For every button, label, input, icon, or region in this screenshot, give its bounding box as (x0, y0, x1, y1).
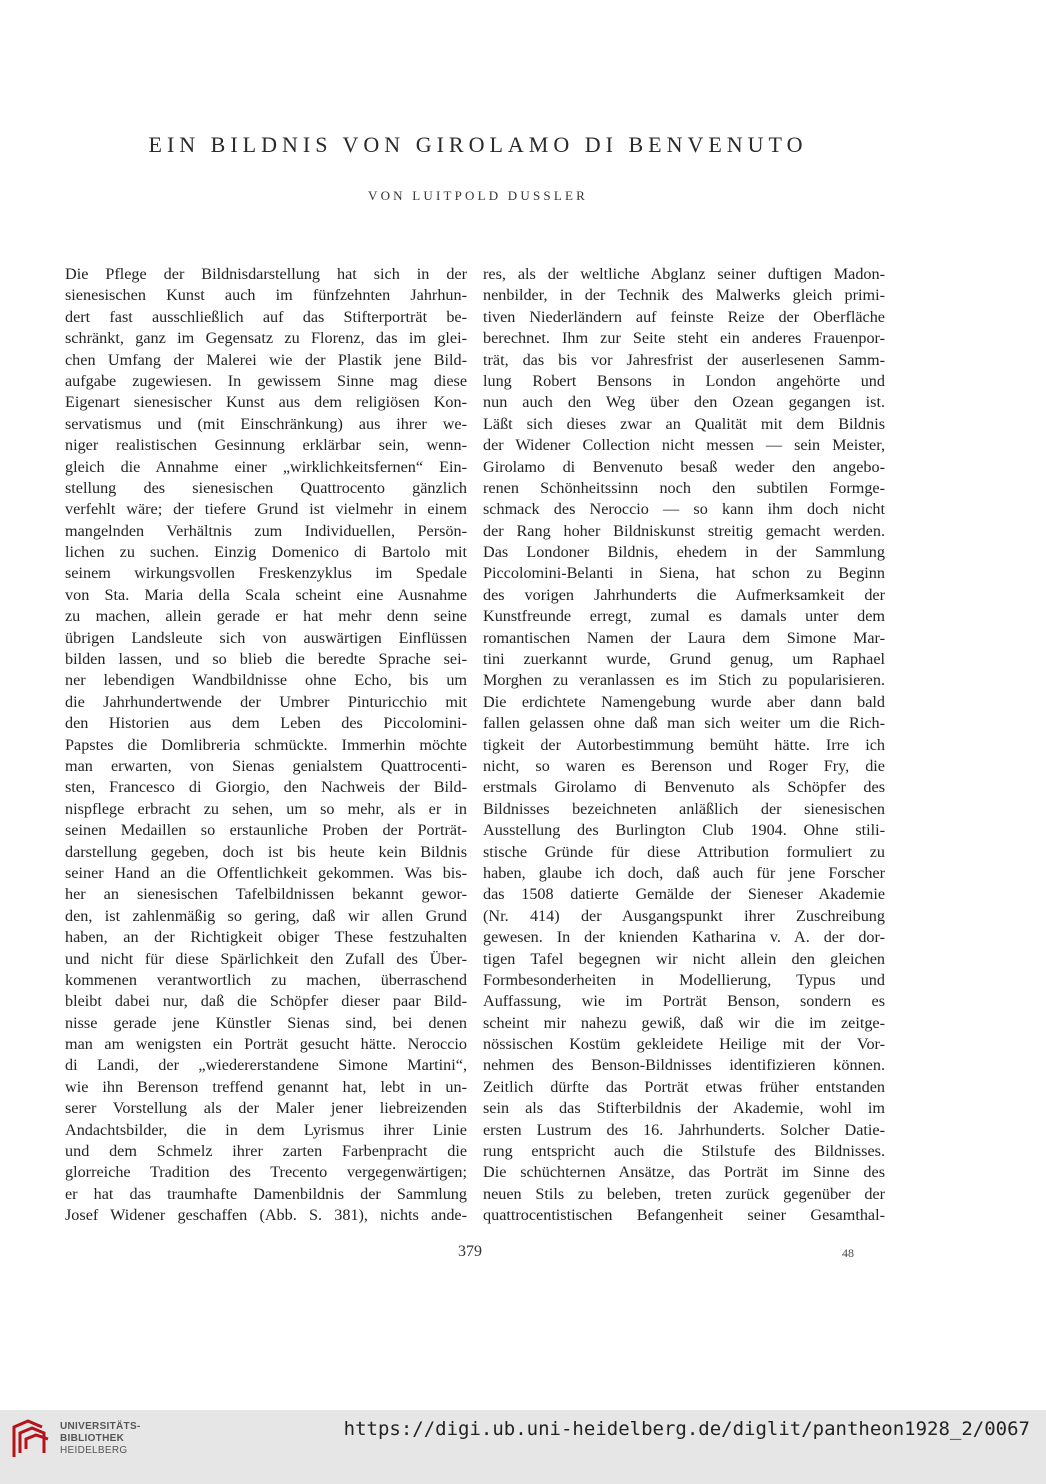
text-line: den Historien aus dem Leben des Piccolomini- (65, 714, 467, 733)
permalink-url[interactable]: https://digi.ub.uni-heidelberg.de/diglit/pantheon1928_2/0067 (343, 1418, 1030, 1440)
text-line: sein als das Stifterbildnis der Akademie, wohl im (483, 1099, 885, 1118)
text-line: di Landi, der „wiedererstandene Simone Martini“, (65, 1056, 467, 1075)
text-line: romantischen Namen der Laura dem Simone Mar- (483, 628, 885, 647)
text-line: nispflege erbracht zu sehen, um so mehr, als er in (65, 799, 467, 818)
text-line: nössischen Kostüm gekleidete Heilige mit der Vor- (483, 1035, 885, 1054)
text-line: rung entspricht auch die Stilstufe des Bildnisses. (483, 1142, 885, 1161)
text-line: Bildnisses bezeichneten anläßlich der sienesischen (483, 799, 885, 818)
text-line: Andachtsbilder, die in dem Lyrismus ihrer Linie (65, 1120, 467, 1139)
text-line: bleibt dabei nur, daß die Schöpfer dieser paar Bild- (65, 992, 467, 1011)
text-line: neuen Stils zu beleben, treten zurück gegenüber der (483, 1184, 885, 1203)
text-column-left (65, 264, 467, 1227)
text-line: von Sta. Maria della Scala scheint eine Ausnahme (65, 585, 467, 604)
text-line: Die erdichtete Namengebung wurde aber dann bald (483, 692, 885, 711)
text-line: Das Londoner Bildnis, ehedem in der Sammlung (483, 543, 885, 562)
text-line: mangelnden Verhältnis zum Individuellen, Persön- (65, 521, 467, 540)
text-line: nun auch den Weg über den Ozean gegangen ist. (483, 393, 885, 412)
text-line: renen Schönheitssinn noch den subtilen Formge- (483, 478, 885, 497)
text-line: serer Vorstellung als der Maler jener liebreizenden (65, 1099, 467, 1118)
text-line: den, ist zahlenmäßig so gering, daß wir allen Grund (65, 906, 467, 925)
article-byline: VON LUITPOLD DUSSLER (368, 188, 588, 203)
text-line: Eigenart sienesischer Kunst aus dem religiösen Kon- (65, 393, 467, 412)
text-line: quattrocentistischen Befangenheit seiner Gesamthal- (483, 1206, 885, 1225)
text-line: sienesischen Kunst auch im fünfzehnten Jahrhun- (65, 286, 467, 305)
text-line: haben, an der Richtigkeit obiger These festzuhalten (65, 928, 467, 947)
text-line: berechnet. Ihm zur Seite steht ein anderes Frauenpor- (483, 329, 885, 348)
text-line: ersten Lustrum des 16. Jahrhunderts. Solcher Datie- (483, 1120, 885, 1139)
printer-signature: 48 (842, 1246, 854, 1260)
text-line: nisse gerade jene Künstler Sienas sind, bei denen (65, 1013, 467, 1032)
text-line: sten, Francesco di Giorgio, den Nachweis der Bild- (65, 778, 467, 797)
university-library-logo-icon (8, 1417, 56, 1461)
text-line: (Nr. 414) der Ausgangspunkt ihrer Zuschreibung (483, 906, 885, 925)
text-line: tiven Niederländern auf feinste Reize der Oberfläche (483, 307, 885, 326)
text-line: gleich die Annahme einer „wirklichkeitsfernen“ Ein- (65, 457, 467, 476)
viewer-footer-bar (0, 1410, 1046, 1484)
text-line: nicht, so waren es Berenson und Roger Fry, die (483, 756, 885, 775)
text-line: seiner Hand an die Offentlichkeit gekommen. Was bis- (65, 863, 467, 882)
text-line: seinen Medaillen so erstaunliche Proben der Porträt- (65, 821, 467, 840)
text-line: Die schüchternen Ansätze, das Porträt im Sinne des (483, 1163, 885, 1182)
text-line: glorreiche Tradition des Trecento vergegenwärtigen; (65, 1163, 467, 1182)
text-line: schränkt, ganz im Gegensatz zu Florenz, das im glei- (65, 329, 467, 348)
page-number: 379 (458, 1243, 482, 1260)
text-line: trät, das bis vor Jahresfrist der auserlesenen Samm- (483, 350, 885, 369)
text-line: zu machen, allein gerade er hat mehr denn seine (65, 607, 467, 626)
text-line: bilden lassen, und so blieb die beredte Sprache sei- (65, 650, 467, 669)
text-line: seinem wirkungsvollen Freskenzyklus im Spedale (65, 564, 467, 583)
text-line: Läßt sich dieses zwar an Qualität mit dem Bildnis (483, 414, 885, 433)
text-line: tini zuerkannt wurde, Grund genug, um Raphael (483, 650, 885, 669)
text-line: haben, glaube ich doch, daß auch für jene Forscher (483, 863, 885, 882)
text-line: Zeitlich dürfte das Porträt etwas früher entstanden (483, 1077, 885, 1096)
text-line: erstmals Girolamo di Benvenuto als Schöpfer des (483, 778, 885, 797)
text-line: Josef Widener geschaffen (Abb. S. 381), nichts ande- (65, 1206, 467, 1225)
text-line: er hat das traumhafte Damenbildnis der Sammlung (65, 1184, 467, 1203)
text-line: die Jahrhundertwende der Umbrer Pinturicchio mit (65, 692, 467, 711)
text-line: dert fast ausschließlich auf das Stifterporträt be- (65, 307, 467, 326)
text-line: Auffassung, wie im Porträt Benson, sondern es (483, 992, 885, 1011)
text-line: übrigen Landsleute sich von auswärtigen Einflüssen (65, 628, 467, 647)
text-line: tigkeit der Autorbestimmung bemüht hätte. Irre ich (483, 735, 885, 754)
article-title: EIN BILDNIS VON GIROLAMO DI BENVENUTO (148, 132, 808, 157)
text-line: der Rang hoher Bildniskunst streitig gemacht werden. (483, 521, 885, 540)
library-name-line: HEIDELBERG (60, 1445, 128, 1456)
text-line: gewesen. In der knienden Katharina v. A. der dor- (483, 928, 885, 947)
library-name-line: UNIVERSITÄTS- (60, 1421, 141, 1432)
text-line: res, als der weltliche Abglanz seiner duftigen Madon- (483, 265, 885, 283)
text-column-right (483, 264, 885, 1227)
text-line: ner lebendigen Wandbildnisse ohne Echo, bis um (65, 671, 467, 690)
text-line: und nicht für diese Spärlichkeit den Zufall des Über- (65, 949, 467, 968)
text-line: Formbesonderheiten in Modellierung, Typus und (483, 970, 885, 989)
text-line: aufgabe zugewiesen. In gewissem Sinne mag diese (65, 371, 467, 390)
text-line: man am wenigsten ein Porträt gesucht hätte. Neroccio (65, 1035, 467, 1054)
text-line: kommenen verantwortlich zu machen, überraschend (65, 970, 467, 989)
text-line: stellung des sienesischen Quattrocento gänzlich (65, 478, 467, 497)
text-line: Die Pflege der Bildnisdarstellung hat sich in der (65, 265, 467, 283)
text-line: darstellung gegeben, doch ist bis heute kein Bildnis (65, 842, 467, 861)
text-line: servatismus und (mit Einschränkung) aus ihrer we- (65, 414, 467, 433)
text-line: her an sienesischen Tafelbildnissen bekannt gewor- (65, 885, 467, 904)
text-line: lichen zu suchen. Einzig Domenico di Bartolo mit (65, 543, 467, 562)
text-line: Girolamo di Benvenuto besaß weder den angebo- (483, 457, 885, 476)
library-name-line: BIBLIOTHEK (60, 1433, 125, 1444)
text-line: man erwarten, von Sienas genialstem Quattrocenti- (65, 756, 467, 775)
text-line: Morghen zu veranlassen es im Stich zu popularisieren. (483, 671, 885, 690)
text-line: nenbilder, in der Technik des Malwerks gleich primi- (483, 286, 885, 305)
text-line: des vorigen Jahrhunderts die Aufmerksamkeit der (483, 585, 885, 604)
text-line: Kunstfreunde erregt, zumal es damals unter dem (483, 607, 885, 626)
text-line: Papstes die Domlibreria schmückte. Immerhin möchte (65, 735, 467, 754)
text-line: verfehlt wäre; der tiefere Grund ist vielmehr in einem (65, 500, 467, 519)
text-line: das 1508 datierte Gemälde der Sieneser Akademie (483, 885, 885, 904)
library-name (60, 1421, 141, 1457)
text-line: und dem Schmelz ihrer zarten Farbenpracht die (65, 1142, 467, 1161)
text-line: Piccolomini-Belanti in Siena, hat schon zu Beginn (483, 564, 885, 583)
text-line: wie ihn Berenson treffend genannt hat, lebt in un- (65, 1077, 467, 1096)
text-line: tigen Tafel begegnen wir nicht allein den gleichen (483, 949, 885, 968)
text-line: stische Gründe für diese Attribution formuliert zu (483, 842, 885, 861)
text-line: nehmen des Benson-Bildnisses identifizieren können. (483, 1056, 885, 1075)
text-line: schmack des Neroccio — so kann ihm doch nicht (483, 500, 885, 519)
text-line: niger realistischen Gesinnung erklärbar sein, wenn- (65, 436, 467, 455)
text-line: der Widener Collection nicht messen — sein Meister, (483, 436, 885, 455)
text-line: scheint mir nahezu gewiß, daß wir die im zeitge- (483, 1013, 885, 1032)
text-line: lung Robert Bensons in London angehörte und (483, 371, 885, 390)
text-line: Ausstellung des Burlington Club 1904. Ohne stili- (483, 821, 885, 840)
text-line: fallen gelassen ohne daß man sich weiter um die Rich- (483, 714, 885, 733)
text-line: chen Umfang der Malerei wie der Plastik jene Bild- (65, 350, 467, 369)
